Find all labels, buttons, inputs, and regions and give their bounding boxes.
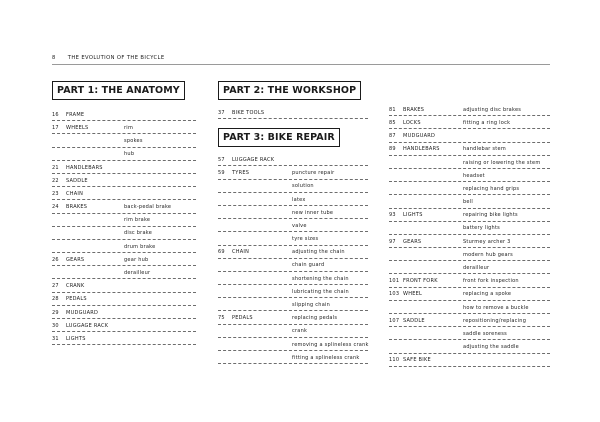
toc-row (218, 298, 368, 311)
toc-page-number: 57 (218, 156, 225, 163)
toc-row (52, 108, 196, 121)
toc-subentry: disc brake (124, 230, 153, 237)
toc-entry-title: FRAME (66, 111, 85, 118)
toc-page-number: 85 (389, 119, 396, 126)
toc-row (389, 340, 550, 353)
toc-entry-title: MUDGUARD (66, 309, 99, 316)
toc-row (218, 325, 368, 338)
toc-page-number: 69 (218, 249, 225, 256)
toc-row (52, 279, 196, 292)
toc-row (389, 288, 550, 301)
toc-subentry: battery lights (463, 225, 501, 232)
toc-row (218, 338, 368, 351)
toc-subentry: adjusting disc brakes (463, 106, 522, 113)
book-title: THE EVOLUTION OF THE BICYCLE (67, 55, 165, 61)
toc-row (218, 180, 368, 193)
toc-page-number: 97 (389, 238, 396, 245)
toc-page-number: 16 (52, 111, 59, 118)
toc-row (389, 129, 550, 142)
toc-row (52, 332, 196, 345)
toc-subentry: front fork inspection (463, 278, 519, 285)
toc-row (389, 314, 550, 327)
toc-entry-title: SADDLE (403, 317, 425, 324)
toc-entry-title: PEDALS (232, 315, 253, 322)
toc-entry-title: CHAIN (232, 249, 250, 256)
toc-subentry: latex (292, 196, 306, 203)
page-number: 8 (52, 55, 56, 61)
toc-row (218, 272, 368, 285)
toc-subentry: fitting a splineless crank (292, 354, 360, 361)
toc-page-number: 93 (389, 212, 396, 219)
header-divider (52, 64, 550, 65)
toc-subentry: back-pedal brake (124, 204, 172, 211)
part-2-entries (218, 106, 368, 119)
toc-row (52, 240, 196, 253)
toc-page-number: 37 (218, 109, 225, 116)
toc-subentry: gear hub (124, 256, 149, 263)
toc-entry-title: LOCKS (403, 119, 421, 126)
toc-row (52, 253, 196, 266)
column-part-3-continued (389, 103, 550, 367)
part-1-entries (52, 108, 196, 345)
toc-subentry: replacing a spoke (463, 291, 512, 298)
toc-subentry: replacing pedals (292, 315, 338, 322)
toc-row (52, 187, 196, 200)
toc-row (389, 182, 550, 195)
toc-row (52, 306, 196, 319)
toc-page-number: 17 (52, 124, 59, 131)
toc-subentry: valve (292, 222, 307, 229)
toc-row (218, 206, 368, 219)
toc-row (389, 209, 550, 222)
toc-subentry: tyre sizes (292, 236, 319, 243)
toc-page-number: 59 (218, 170, 225, 177)
toc-subentry: rim (124, 124, 134, 131)
toc-subentry: crank (292, 328, 308, 335)
toc-page-number: 31 (52, 335, 59, 342)
running-header (52, 55, 165, 61)
toc-subentry: handlebar stem (463, 146, 506, 153)
part-3-continued-entries (389, 103, 550, 367)
part-3-heading: PART 3: BIKE REPAIR (218, 128, 340, 147)
toc-page-number: 75 (218, 315, 225, 322)
toc-row (218, 246, 368, 259)
toc-page-number: 26 (52, 256, 59, 263)
toc-entry-title: WHEEL (403, 291, 423, 298)
section-gap (218, 119, 368, 125)
toc-row (389, 156, 550, 169)
toc-subentry: derailleur (463, 265, 490, 272)
toc-entry-title: SADDLE (66, 177, 88, 184)
toc-subentry: lubricating the chain (292, 288, 349, 295)
toc-row (52, 134, 196, 147)
toc-entry-title: HANDLEBARS (403, 146, 440, 153)
toc-entry-title: LIGHTS (66, 335, 86, 342)
toc-subentry: replacing hand grips (463, 185, 520, 192)
toc-row (52, 319, 196, 332)
toc-entry-title: MUDGUARD (403, 133, 436, 140)
toc-subentry: bell (463, 199, 474, 206)
toc-row (218, 166, 368, 179)
toc-subentry: modern hub gears (463, 251, 513, 258)
toc-row (52, 161, 196, 174)
toc-subentry: adjusting the saddle (463, 344, 519, 351)
toc-entry-title: GEARS (66, 256, 85, 263)
toc-subentry: spokes (124, 138, 143, 145)
toc-row (389, 143, 550, 156)
toc-page-number: 27 (52, 283, 59, 290)
toc-entry-title: SAFE BIKE (403, 357, 431, 364)
toc-row (52, 121, 196, 134)
toc-page-number: 23 (52, 190, 59, 197)
toc-subentry: drum brake (124, 243, 156, 250)
toc-entry-title: PEDALS (66, 296, 87, 303)
toc-row (52, 214, 196, 227)
toc-subentry: adjusting the chain (292, 249, 345, 256)
toc-entry-title: BRAKES (66, 204, 88, 211)
column-part-1 (52, 78, 196, 345)
toc-subentry: hub (124, 151, 135, 158)
toc-subentry: fitting a ring lock (463, 119, 511, 126)
toc-subentry: rim brake (124, 217, 151, 224)
toc-page-number: 110 (389, 357, 400, 364)
toc-page-number: 22 (52, 177, 59, 184)
toc-row (218, 285, 368, 298)
toc-subentry: headset (463, 172, 485, 179)
toc-row (389, 103, 550, 116)
toc-row (218, 219, 368, 232)
toc-entry-title: FRONT FORK (403, 278, 438, 285)
toc-row (52, 227, 196, 240)
toc-row (218, 106, 368, 119)
toc-page-number: 107 (389, 317, 400, 324)
toc-entry-title: BRAKES (403, 106, 425, 113)
toc-entry-title: CHAIN (66, 190, 84, 197)
toc-row (389, 235, 550, 248)
part-1-heading: PART 1: THE ANATOMY (52, 81, 185, 100)
toc-entry-title: WHEELS (66, 124, 89, 131)
toc-row (389, 301, 550, 314)
toc-row (389, 354, 550, 367)
toc-subentry: new inner tube (292, 209, 334, 216)
toc-entry-title: BIKE TOOLS (232, 109, 265, 116)
toc-page-number: 103 (389, 291, 400, 298)
toc-subentry: derailleur (124, 270, 151, 277)
toc-subentry: Sturmey archer 3 (463, 238, 511, 245)
toc-page-number: 29 (52, 309, 59, 316)
toc-entry-title: CRANK (66, 283, 85, 290)
toc-page-number: 89 (389, 146, 396, 153)
toc-page-number: 30 (52, 322, 59, 329)
toc-row (52, 293, 196, 306)
toc-row (389, 195, 550, 208)
toc-subentry: repositioning/replacing (463, 317, 527, 324)
toc-row (218, 232, 368, 245)
toc-page-number: 87 (389, 133, 396, 140)
toc-row (389, 274, 550, 287)
toc-row (389, 248, 550, 261)
toc-subentry: slipping chain (292, 302, 331, 309)
toc-row (218, 153, 368, 166)
toc-page-number: 24 (52, 204, 59, 211)
toc-row (389, 261, 550, 274)
toc-subentry: repairing bike lights (463, 212, 518, 219)
toc-entry-title: LUGGAGE RACK (232, 156, 275, 163)
column-parts-2-3 (218, 78, 368, 364)
toc-subentry: removing a splineless crank (292, 341, 369, 348)
toc-entry-title: TYRES (232, 170, 250, 177)
toc-page-number: 21 (52, 164, 59, 171)
part-2-heading: PART 2: THE WORKSHOP (218, 81, 361, 100)
toc-row (218, 351, 368, 364)
toc-row (52, 174, 196, 187)
toc-page-number: 101 (389, 278, 400, 285)
toc-page-number: 28 (52, 296, 59, 303)
toc-subentry: saddle soreness (463, 330, 507, 337)
toc-subentry: puncture repair (292, 170, 335, 177)
toc-subentry: shortening the chain (292, 275, 349, 282)
toc-subentry: solution (292, 183, 314, 190)
toc-row (389, 169, 550, 182)
toc-row (389, 327, 550, 340)
toc-row (218, 311, 368, 324)
toc-row (52, 148, 196, 161)
toc-page-number: 81 (389, 106, 396, 113)
toc-entry-title: HANDLEBARS (66, 164, 103, 171)
toc-row (52, 200, 196, 213)
toc-entry-title: LIGHTS (403, 212, 423, 219)
part-3-entries (218, 153, 368, 364)
toc-row (389, 116, 550, 129)
toc-row (218, 259, 368, 272)
toc-row (218, 193, 368, 206)
toc-row (389, 222, 550, 235)
toc-entry-title: LUGGAGE RACK (66, 322, 109, 329)
toc-subentry: raising or lowering the stem (463, 159, 541, 166)
toc-entry-title: GEARS (403, 238, 422, 245)
toc-subentry: chain guard (292, 262, 325, 269)
toc-row (52, 266, 196, 279)
toc-subentry: how to remove a buckle (463, 304, 529, 311)
